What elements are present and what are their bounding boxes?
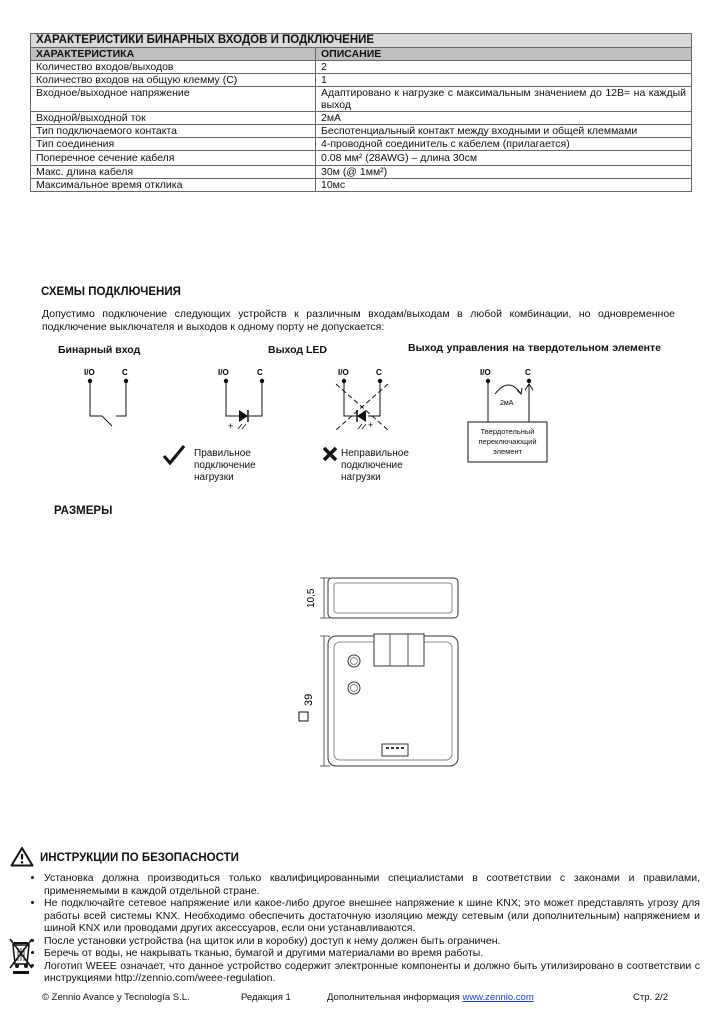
- ssr-box-label: Твердотельный переключающий элемент: [478, 427, 537, 456]
- table-row: [31, 166, 692, 179]
- table-cell: Тип подключаемого контакта: [31, 125, 316, 138]
- footer-info-label: Дополнительная информация: [327, 992, 460, 1003]
- height-dimension: 10,5: [306, 588, 317, 608]
- table-cell: 2мА: [316, 112, 692, 125]
- correct-note: Правильное подключение нагрузки: [194, 448, 256, 483]
- ssr-label: Выход управления на твердотельном элементе: [408, 342, 661, 354]
- table-header-characteristic: ХАРАКТЕРИСТИКА: [31, 48, 316, 61]
- led-incorrect-diagram: [330, 364, 400, 434]
- footer-page: Стр. 2/2: [633, 992, 668, 1003]
- table-row: [31, 179, 692, 192]
- c-label: C: [122, 368, 128, 377]
- table-cell: Максимальное время отклика: [31, 179, 316, 192]
- schemes-intro: Допустимо подключение следующих устройств к различным входам/выходам в любой комбинации, но одновременное подключение выключателя и выходов к одному порту не допускается:: [42, 308, 675, 333]
- table-cell: Количество входов на общую клемму (С): [31, 74, 316, 87]
- svg-text:I/O: I/O: [218, 368, 229, 377]
- table-cell: 1: [316, 74, 692, 87]
- io-label: I/O: [84, 368, 95, 377]
- table-cell: Беспотенциальный контакт между входными и общей клеммами: [316, 125, 692, 138]
- table-row: [31, 61, 692, 74]
- table-cell: 4-проводной соединитель с кабелем (прилагается): [316, 138, 692, 151]
- dimensions-drawing: [290, 572, 470, 772]
- table-cell: 0.08 мм² (28AWG) – длина 30см: [316, 151, 692, 166]
- table-cell: Тип соединения: [31, 138, 316, 151]
- table-cell: Входной/выходной ток: [31, 112, 316, 125]
- footer-company: © Zennio Avance y Tecnología S.L.: [42, 992, 190, 1003]
- table-title: ХАРАКТЕРИСТИКИ БИНАРНЫХ ВХОДОВ И ПОДКЛЮЧЕНИЕ: [31, 34, 692, 48]
- svg-text:2мА: 2мА: [500, 400, 514, 407]
- side-dimension: 39: [303, 693, 315, 706]
- svg-text:C: C: [257, 368, 263, 377]
- safety-list: [30, 872, 700, 985]
- incorrect-note: Неправильное подключение нагрузки: [341, 448, 409, 483]
- table-row: [31, 74, 692, 87]
- binary-input-diagram: [80, 364, 150, 434]
- safety-item: • Логотип WEEE означает, что данное устройство содержит электронные компоненты и должно быть утилизировано в соответствии с инструкциями http://zennio.com/weee-regulation.: [44, 960, 700, 985]
- svg-text:+: +: [368, 420, 374, 430]
- table-cell: Макс. длина кабеля: [31, 166, 316, 179]
- cross-icon: [322, 446, 338, 462]
- safety-item: • Установка должна производиться только квалифицированными специалистами в соответствии с законами и правилами, применяемыми в каждой отдельной стране.: [44, 872, 700, 897]
- table-header-description: ОПИСАНИЕ: [316, 48, 692, 61]
- svg-text:C: C: [376, 368, 382, 377]
- table-row: [31, 112, 692, 125]
- table-cell: Адаптировано к нагрузке с максимальным значением до 12В= на каждый выход: [316, 87, 692, 112]
- zennio-link[interactable]: www.zennio.com: [462, 992, 534, 1003]
- table-row: [31, 138, 692, 151]
- svg-text:+: +: [228, 421, 234, 431]
- spec-table: [30, 33, 692, 192]
- svg-text:I/O: I/O: [338, 368, 349, 377]
- led-correct-diagram: [214, 364, 284, 434]
- table-cell: Поперечное сечение кабеля: [31, 151, 316, 166]
- safety-title: ИНСТРУКЦИИ ПО БЕЗОПАСНОСТИ: [40, 852, 239, 864]
- binary-input-label: Бинарный вход: [58, 344, 141, 356]
- led-output-label: Выход LED: [268, 344, 327, 356]
- table-row: [31, 125, 692, 138]
- safety-item: • После установки устройства (на щиток или в коробку) доступ к нему должен быть ограничен.: [44, 935, 700, 948]
- table-row: [31, 87, 692, 112]
- table-cell: 10мс: [316, 179, 692, 192]
- weee-bin-icon: [8, 936, 34, 976]
- dimensions-title: РАЗМЕРЫ: [54, 505, 113, 517]
- schemes-title: СХЕМЫ ПОДКЛЮЧЕНИЯ: [41, 286, 181, 298]
- check-icon: [162, 444, 186, 466]
- footer-info: [327, 992, 534, 1003]
- warning-icon: [10, 846, 34, 867]
- safety-item: • Беречь от воды, не накрывать тканью, бумагой и другими материалами во время работы.: [44, 947, 700, 960]
- table-cell: Количество входов/выходов: [31, 61, 316, 74]
- svg-text:C: C: [525, 368, 531, 377]
- table-cell: 2: [316, 61, 692, 74]
- svg-text:I/O: I/O: [480, 368, 491, 377]
- table-cell: Входное/выходное напряжение: [31, 87, 316, 112]
- footer-revision: Редакция 1: [241, 992, 291, 1003]
- table-row: [31, 151, 692, 166]
- table-cell: 30м (@ 1мм²): [316, 166, 692, 179]
- safety-item: • Не подключайте сетевое напряжение или какое-либо другое внешнее напряжение к шине KNX; это может представлять угрозу для работы всей системы KNX. Необходимо обеспечить достаточную изоляцию между сетевым (или дополнительным) напряжением и шиной KNX или проводами других аксессуаров, если они устанавливаются.: [44, 897, 700, 935]
